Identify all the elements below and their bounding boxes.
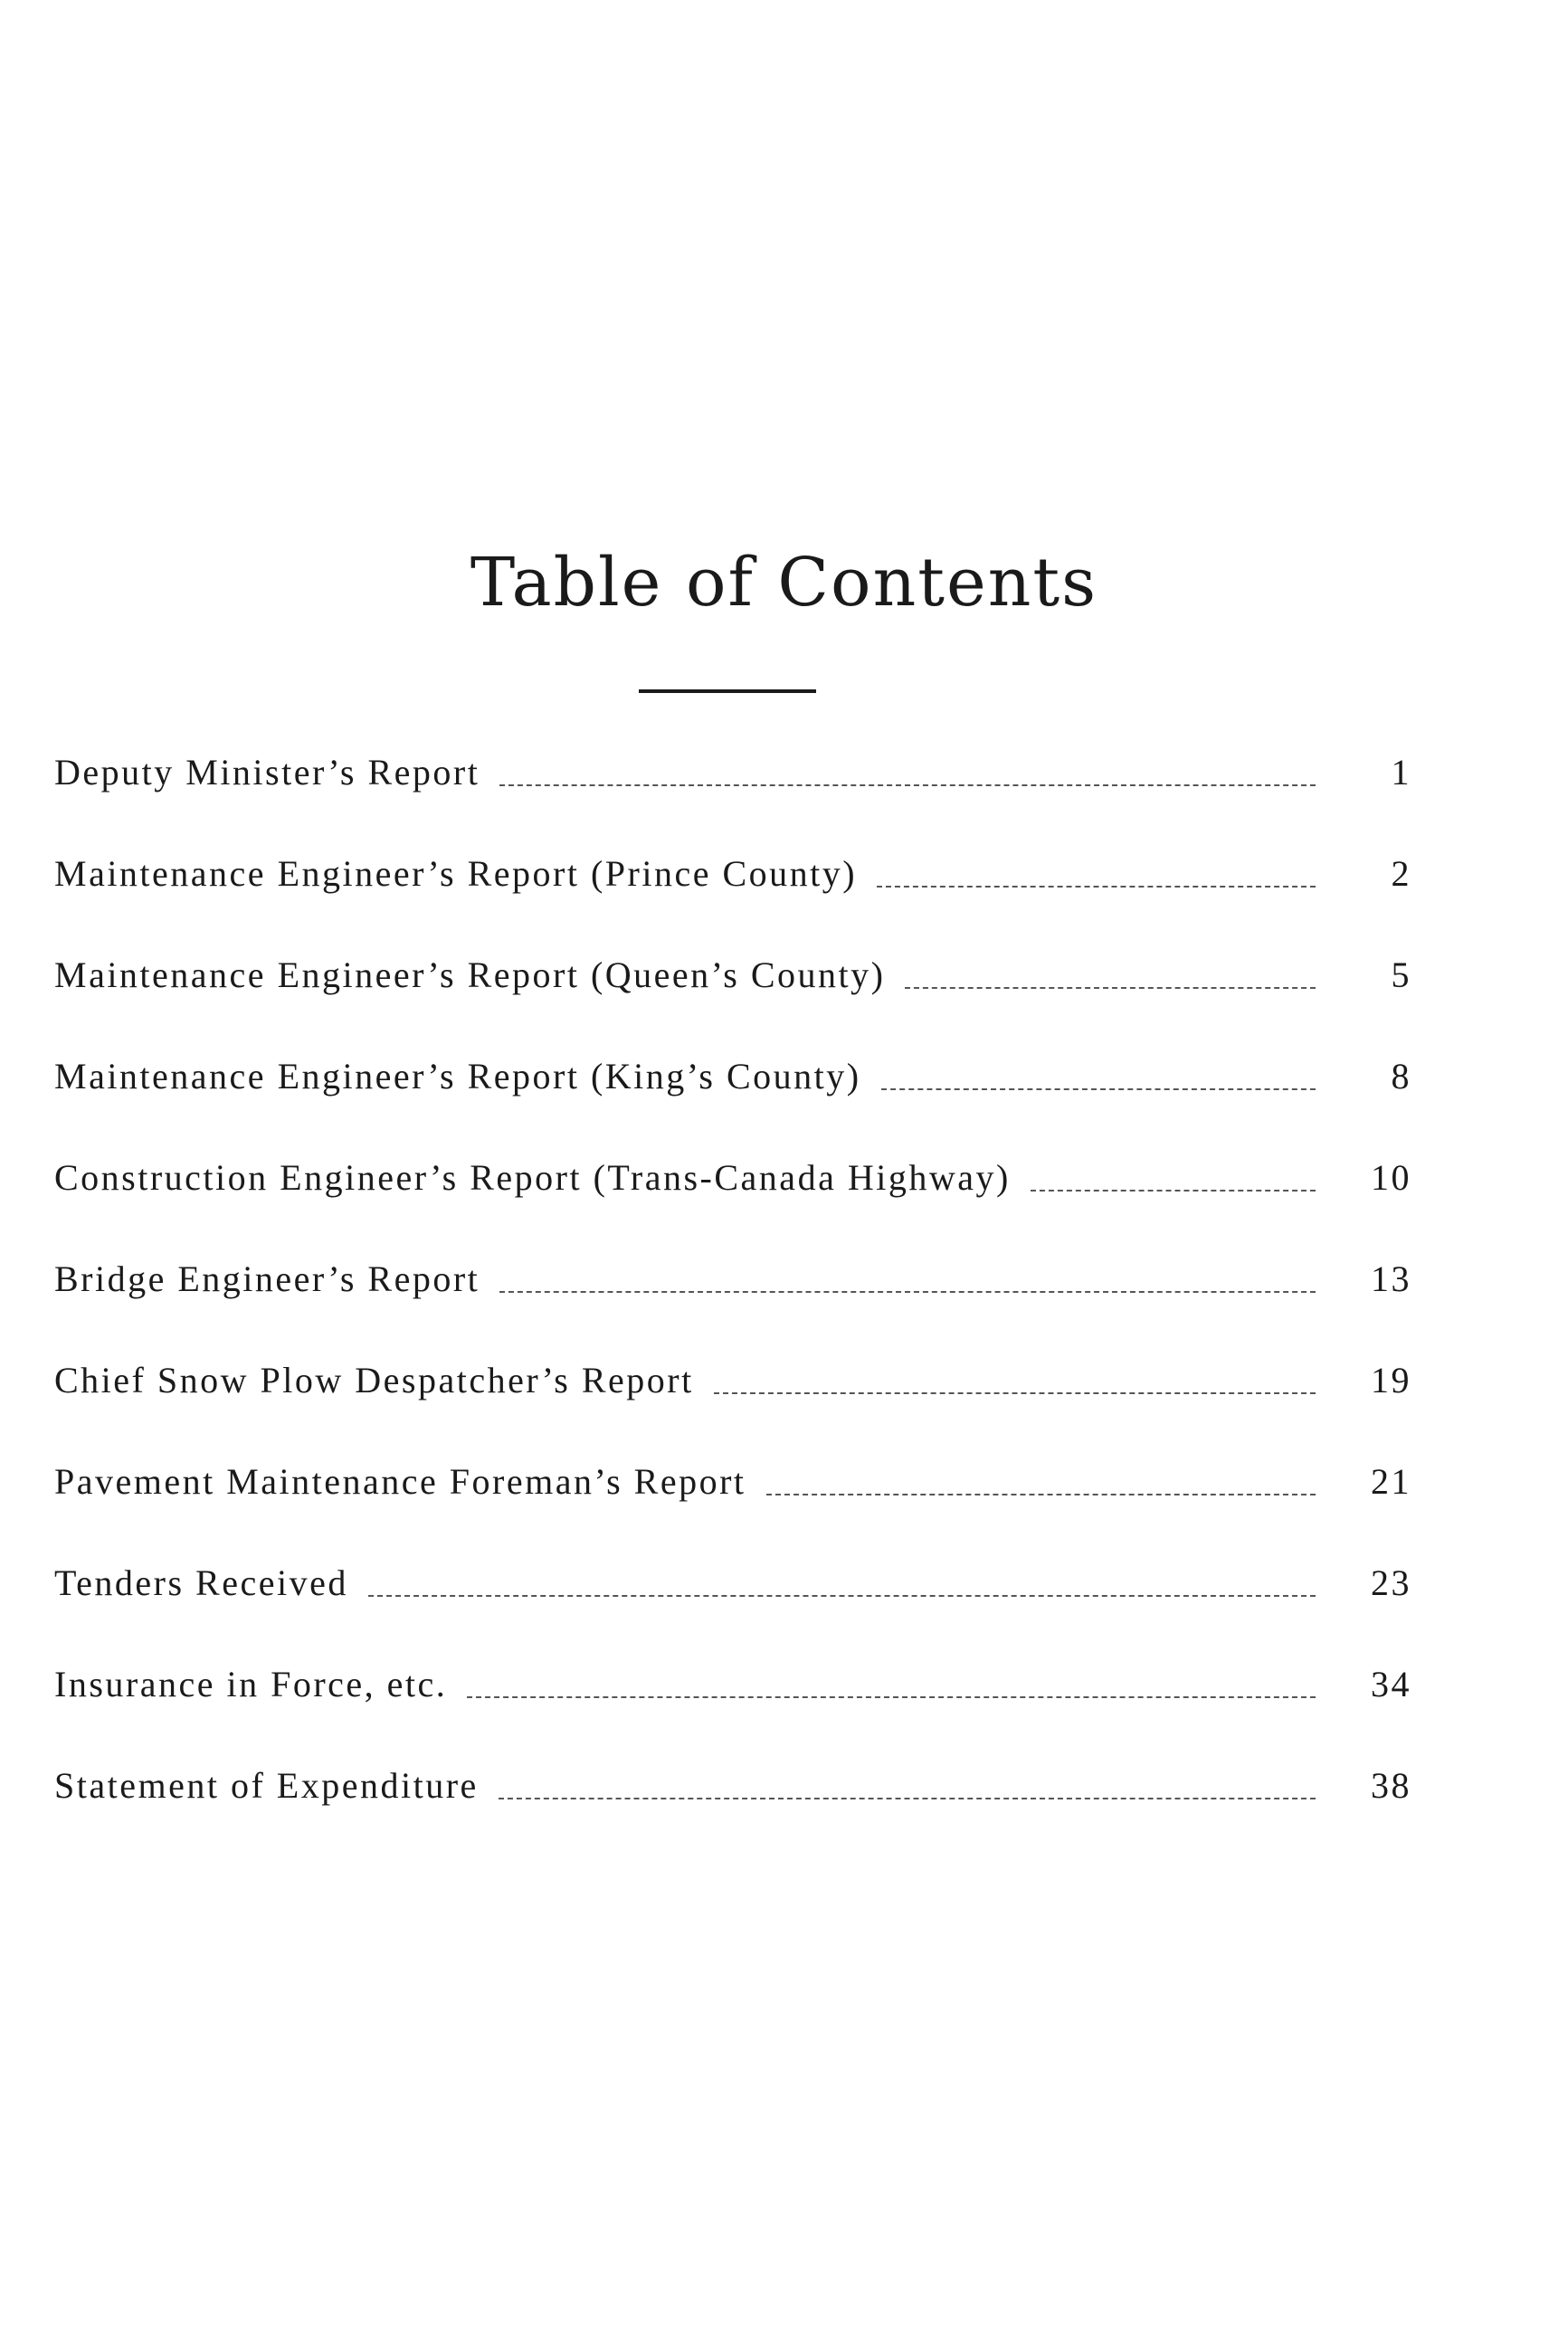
dot-leader xyxy=(766,1494,1316,1495)
dot-leader xyxy=(905,987,1316,989)
dot-leader xyxy=(368,1595,1316,1597)
title-underline xyxy=(639,689,816,693)
toc-entry xyxy=(54,1663,1411,1764)
toc-entry-page: 23 xyxy=(1371,1562,1411,1603)
dot-leader xyxy=(499,784,1316,786)
toc-entry-page: 10 xyxy=(1371,1157,1411,1198)
toc-entry-page: 13 xyxy=(1371,1258,1411,1299)
toc-entry xyxy=(54,751,1411,852)
toc-entry-title: Insurance in Force, etc. xyxy=(54,1664,448,1704)
toc-entry xyxy=(54,1258,1411,1359)
toc-entry-title: Maintenance Engineer’s Report (Prince County) xyxy=(54,853,858,894)
toc-entry xyxy=(54,1359,1411,1460)
dot-leader xyxy=(1031,1190,1316,1191)
toc-entry-page: 38 xyxy=(1371,1765,1411,1806)
toc-entry-title: Statement of Expenditure xyxy=(54,1765,479,1806)
toc-entry-title: Tenders Received xyxy=(54,1562,348,1603)
toc-entry-title: Deputy Minister’s Report xyxy=(54,752,480,793)
toc-entry xyxy=(54,1764,1411,1866)
toc-entry-title: Maintenance Engineer’s Report (Queen’s County) xyxy=(54,954,886,995)
toc-entry-page: 5 xyxy=(1391,954,1411,995)
toc-entry xyxy=(54,1562,1411,1663)
toc-entry-title: Chief Snow Plow Despatcher’s Report xyxy=(54,1360,694,1400)
table-of-contents xyxy=(54,751,1411,1866)
toc-entry xyxy=(54,852,1411,954)
toc-entry-title: Bridge Engineer’s Report xyxy=(54,1258,480,1299)
toc-entry-title: Maintenance Engineer’s Report (King’s County) xyxy=(54,1056,861,1097)
dot-leader xyxy=(881,1088,1316,1090)
dot-leader xyxy=(877,886,1316,888)
toc-entry-title: Construction Engineer’s Report (Trans-Canada Highway) xyxy=(54,1157,1011,1198)
toc-entry-page: 34 xyxy=(1371,1664,1411,1704)
toc-entry xyxy=(54,954,1411,1055)
toc-entry-page: 8 xyxy=(1391,1056,1411,1097)
page-title: Table of Contents xyxy=(470,544,1098,622)
toc-entry-page: 1 xyxy=(1391,752,1411,793)
toc-entry xyxy=(54,1460,1411,1562)
toc-entry-page: 21 xyxy=(1371,1461,1411,1502)
toc-entry-title: Pavement Maintenance Foreman’s Report xyxy=(54,1461,746,1502)
dot-leader xyxy=(499,1798,1316,1799)
dot-leader xyxy=(467,1696,1316,1698)
dot-leader xyxy=(499,1291,1316,1293)
toc-entry-page: 2 xyxy=(1391,853,1411,894)
toc-entry xyxy=(54,1156,1411,1258)
dot-leader xyxy=(714,1392,1316,1394)
toc-entry-page: 19 xyxy=(1371,1360,1411,1400)
toc-entry xyxy=(54,1055,1411,1156)
